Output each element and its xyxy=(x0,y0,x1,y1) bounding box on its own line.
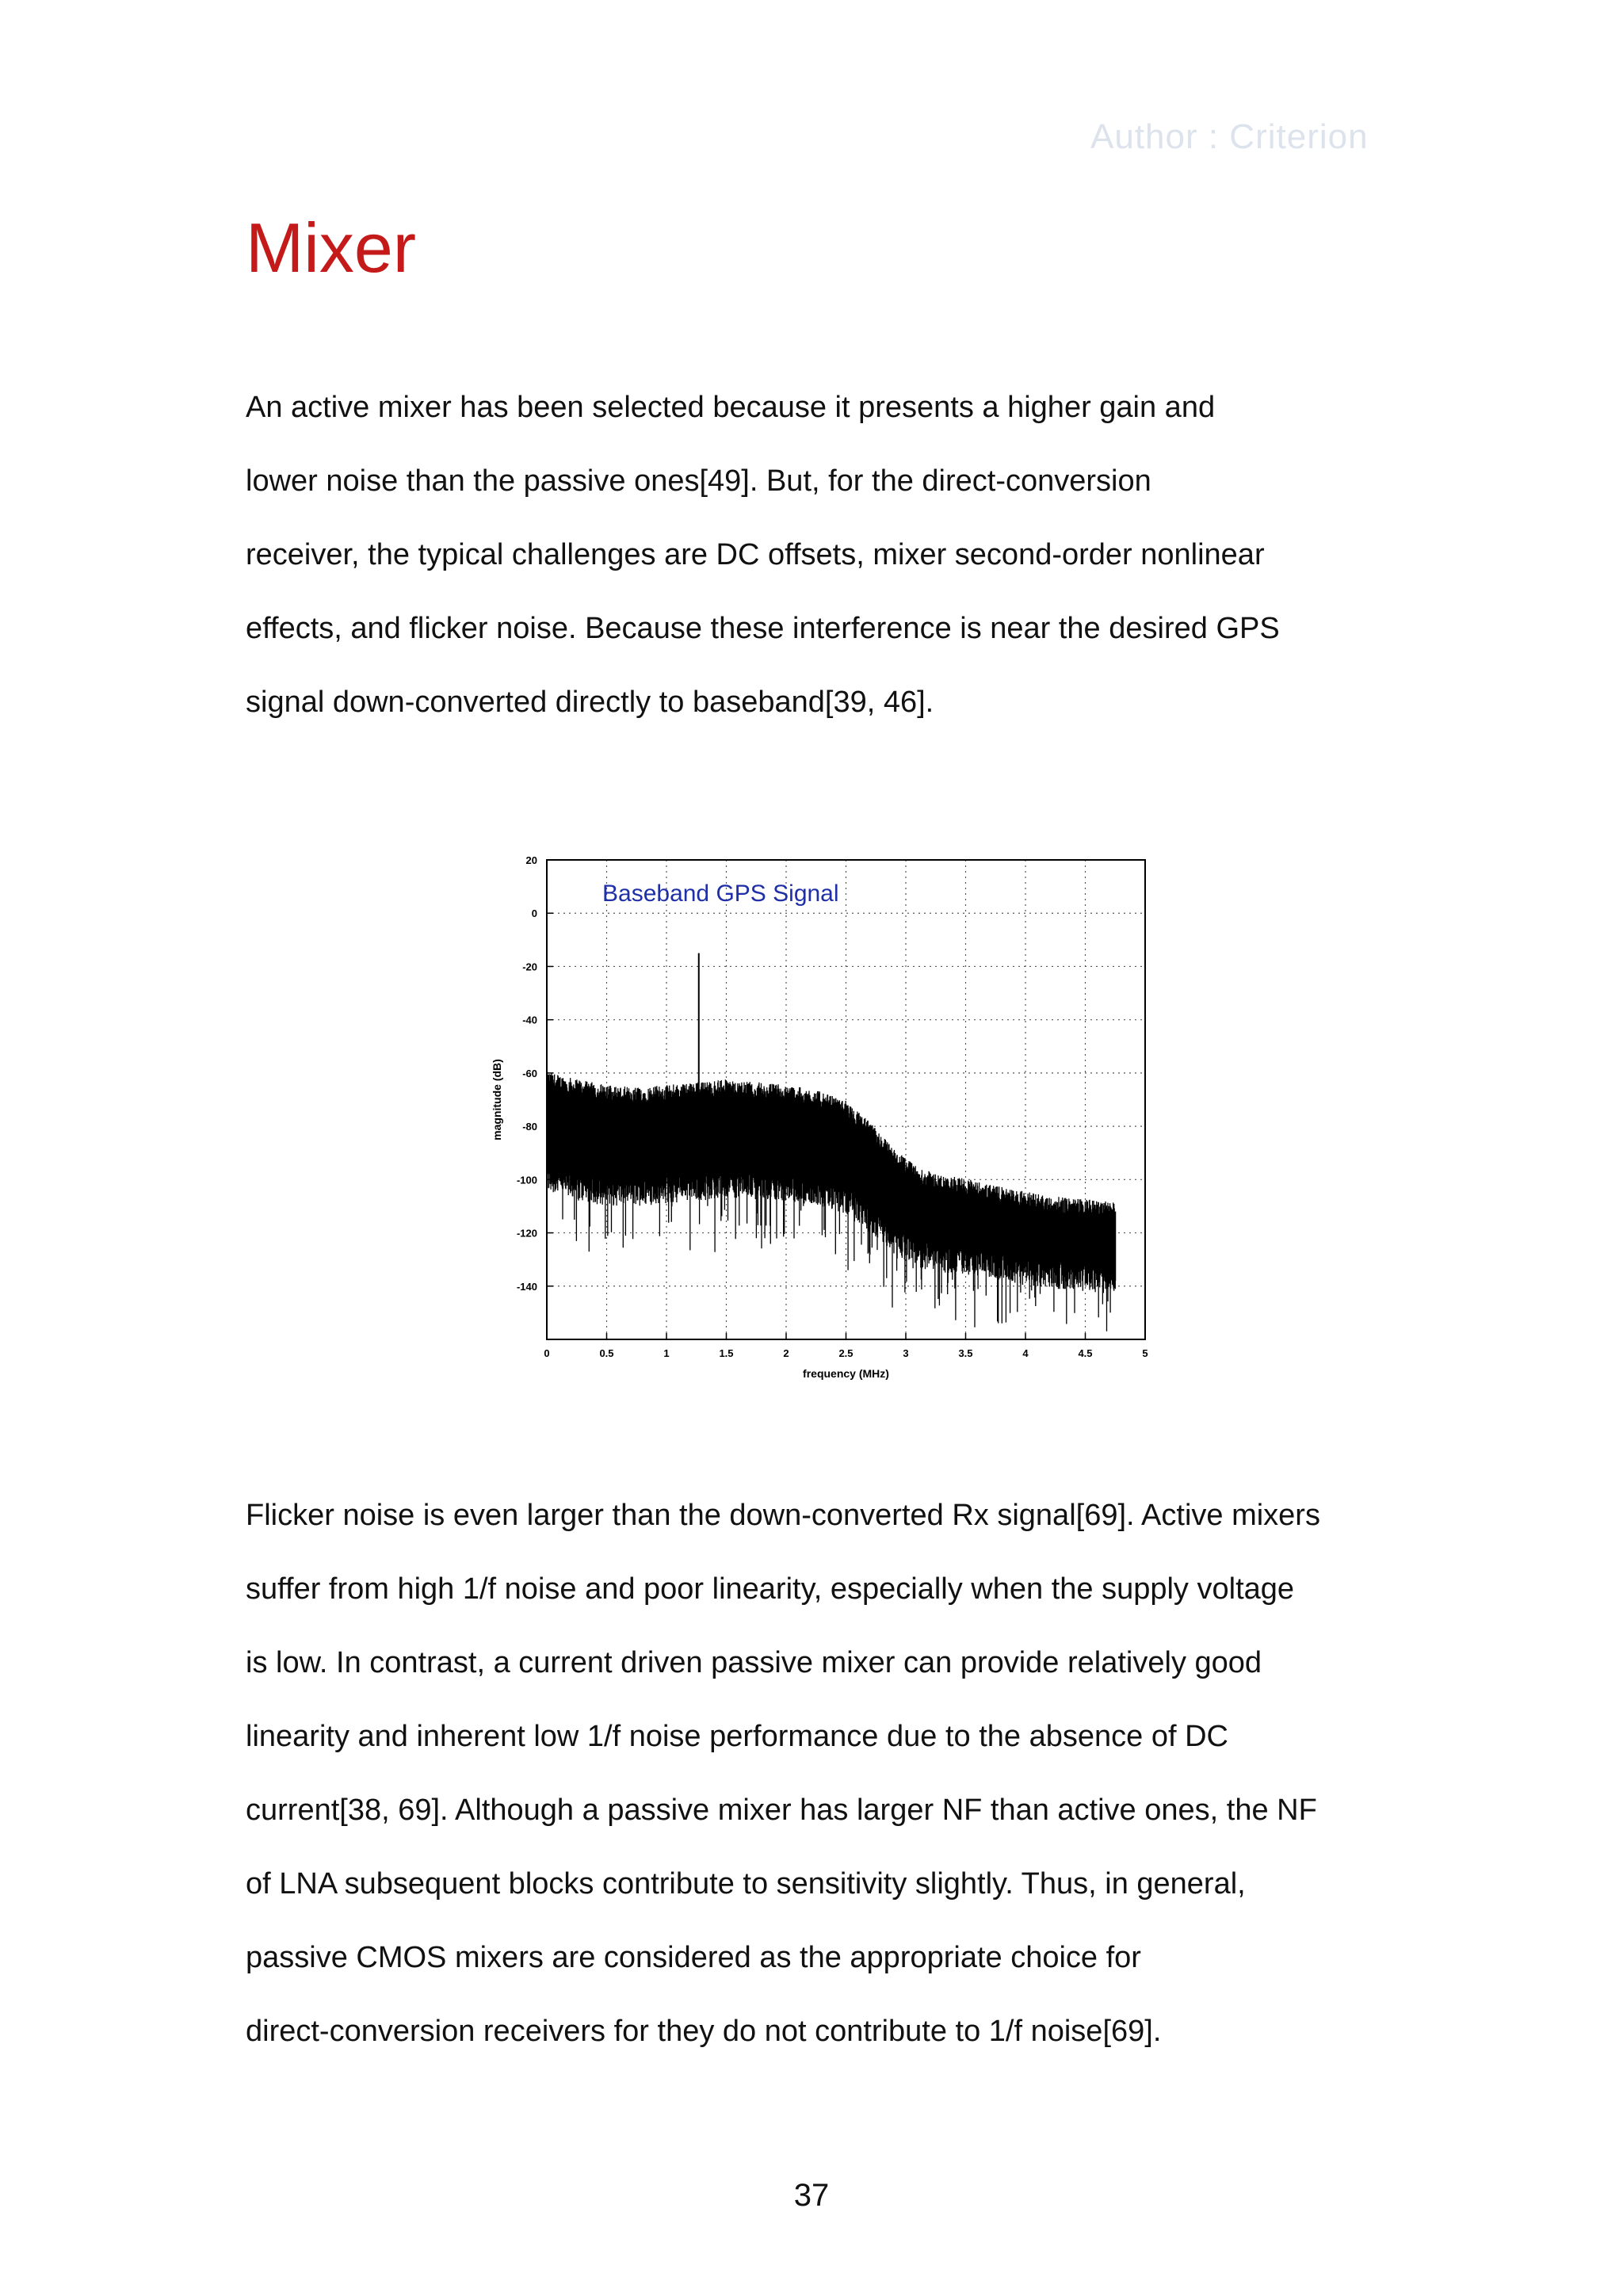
x-tick-label: 5 xyxy=(1142,1347,1148,1359)
section-title: Mixer xyxy=(246,208,417,287)
x-tick-label: 2.5 xyxy=(838,1347,854,1359)
paragraph-line: effects, and flicker noise. Because these interference is near the desired GPS xyxy=(246,612,1280,645)
paragraph-line: lower noise than the passive ones[49]. But, for the direct-conversion xyxy=(246,464,1151,498)
paragraph-line: of LNA subsequent blocks contribute to sensitivity slightly. Thus, in general, xyxy=(246,1867,1246,1901)
paragraph-line: suffer from high 1/f noise and poor linearity, especially when the supply voltage xyxy=(246,1572,1295,1606)
paragraph-line: Flicker noise is even larger than the down-converted Rx signal[69]. Active mixers xyxy=(246,1499,1320,1532)
x-tick-label: 1.5 xyxy=(719,1347,734,1359)
y-tick-label: 20 xyxy=(525,854,537,866)
y-tick-label: -40 xyxy=(522,1014,537,1026)
y-tick-label: -100 xyxy=(516,1174,537,1186)
y-tick-label: 0 xyxy=(531,907,537,920)
paragraph-1 xyxy=(246,371,1403,739)
y-tick-label: -120 xyxy=(516,1227,537,1240)
paragraph-line: signal down-converted directly to baseband[39, 46]. xyxy=(246,686,934,719)
paragraph-line: is low. In contrast, a current driven passive mixer can provide relatively good xyxy=(246,1646,1262,1679)
paragraph-line: An active mixer has been selected because it presents a higher gain and xyxy=(246,391,1216,424)
page-number: 37 xyxy=(793,2178,830,2213)
y-tick-label: -20 xyxy=(522,961,537,973)
baseband-spectrum-figure xyxy=(483,840,1157,1395)
y-tick-label: -60 xyxy=(522,1067,537,1079)
author-header: Author : Criterion xyxy=(1090,117,1369,156)
noise-floor-line xyxy=(547,1072,1115,1331)
x-axis-label: frequency (MHz) xyxy=(803,1367,889,1380)
y-tick-label: -140 xyxy=(516,1280,537,1293)
paragraph-line: current[38, 69]. Although a passive mixer has larger NF than active ones, the NF xyxy=(246,1794,1317,1827)
spectrum-chart xyxy=(483,840,1157,1395)
y-tick-label: -80 xyxy=(522,1121,537,1133)
x-tick-label: 0 xyxy=(544,1347,550,1359)
chart-title: Baseband GPS Signal xyxy=(602,881,839,907)
x-tick-label: 1 xyxy=(663,1347,670,1359)
x-tick-label: 2 xyxy=(783,1347,789,1359)
x-tick-label: 3.5 xyxy=(958,1347,973,1359)
paragraph-line: direct-conversion receivers for they do not contribute to 1/f noise[69]. xyxy=(246,2015,1162,2048)
y-axis-label: magnitude (dB) xyxy=(491,1059,503,1140)
x-tick-label: 4.5 xyxy=(1078,1347,1093,1359)
x-tick-label: 4 xyxy=(1022,1347,1029,1359)
noise-floor-series xyxy=(547,1072,1115,1331)
paragraph-line: receiver, the typical challenges are DC offsets, mixer second-order nonlinear xyxy=(246,538,1265,571)
paragraph-line: linearity and inherent low 1/f noise performance due to the absence of DC xyxy=(246,1720,1228,1753)
x-tick-label: 0.5 xyxy=(599,1347,614,1359)
x-tick-label: 3 xyxy=(903,1347,909,1359)
paragraph-line: passive CMOS mixers are considered as the appropriate choice for xyxy=(246,1941,1141,1974)
paragraph-2 xyxy=(246,1479,1403,2069)
